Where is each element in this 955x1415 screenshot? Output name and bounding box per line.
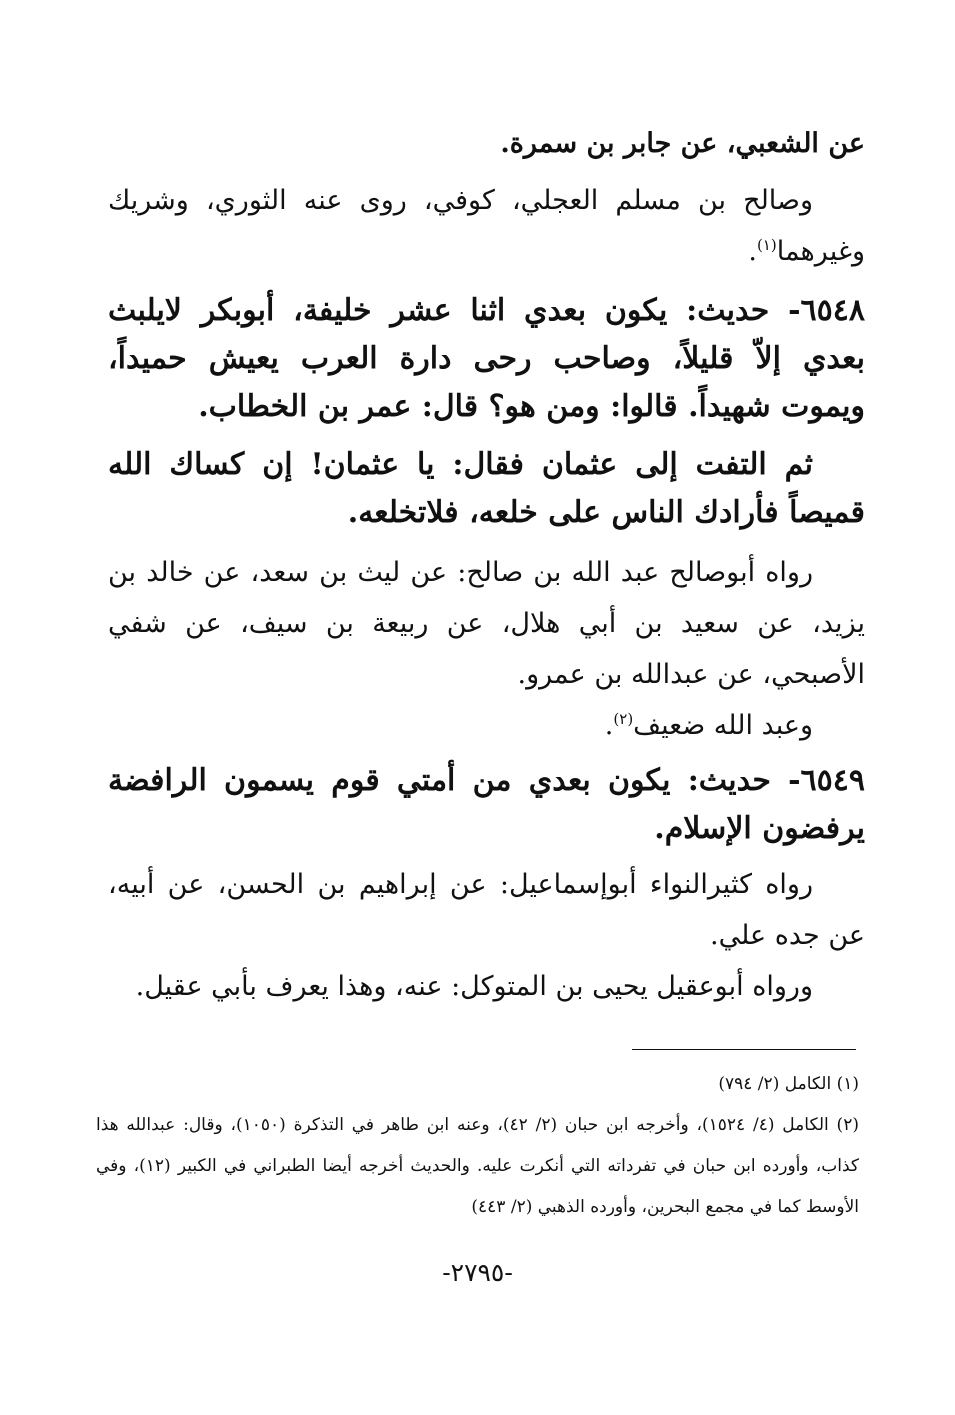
paragraph-text: وعبد الله ضعيف <box>633 710 813 741</box>
hadith-6548-continued <box>108 441 865 537</box>
paragraph-tail: . <box>748 236 757 267</box>
footnotes <box>96 1064 859 1228</box>
footnote-1: (١) الكامل (٢/ ٧٩٤) <box>718 1074 859 1094</box>
main-text <box>108 118 865 1012</box>
footnote-2: (٢) الكامل (٤/ ١٥٢٤)، وأخرجه ابن حبان (٢/ ٤٢)، وعنه ابن طاهر في التذكرة (١٠٥٠)، وقال: عبدالله هذا كذاب، وأورده ابن حبان في تفرداته التي أنكرت عليه. والحديث أخرجه أيضا الطبراني في الكبير (١٢)، وفي الأوسط كما في مجمع البحرين، وأورده الذهبي (٢/ ٤٤٣) <box>96 1115 859 1217</box>
paragraph-text: ورواه أبوعقيل يحيى بن المتوكل: عنه، وهذا يعرف بأبي عقيل. <box>135 971 813 1002</box>
paragraph-isnad <box>108 859 865 961</box>
paragraph-grading <box>108 700 865 751</box>
paragraph-text: عن الشعبي، عن جابر بن سمرة. <box>500 128 865 159</box>
paragraph-tail: . <box>604 710 614 741</box>
hadith-6548 <box>108 287 865 431</box>
paragraph-text: رواه كثيرالنواء أبوإسماعيل: عن إبراهيم بن الحسن، عن أبيه، عن جده علي. <box>108 869 865 951</box>
paragraph-isnad <box>108 547 865 700</box>
footnote-marker: (٢) <box>613 710 634 728</box>
paragraph-text: ٦٥٤٩- حديث: يكون بعدي من أمتي قوم يسمون الرافضة يرفضون الإسلام. <box>108 763 865 846</box>
footnote-marker: (١) <box>756 236 777 254</box>
paragraph-narrator-note <box>108 175 865 277</box>
hadith-6549 <box>108 757 865 853</box>
paragraph-text: ٦٥٤٨- حديث: يكون بعدي اثنا عشر خليفة، أبوبكر لايلبث بعدي إلاّ قليلاً، وصاحب رحى دارة العرب يعيش حميداً، ويموت شهيداً. قالوا: ومن هو؟ قال: عمر بن الخطاب. <box>108 293 865 424</box>
paragraph-text: ثم التفت إلى عثمان فقال: يا عثمان! إن كساك الله قميصاً فأرادك الناس على خلعه، فلاتخلعه. <box>108 447 865 530</box>
paragraph-text: رواه أبوصالح عبد الله بن صالح: عن ليث بن سعد، عن خالد بن يزيد، عن سعيد بن أبي هلال، عن ربيعة بن سيف، عن شفي الأصبحي، عن عبدالله بن عمرو. <box>108 557 865 690</box>
page-number: -٢٧٩٥- <box>442 1258 513 1287</box>
footnote-divider <box>632 1049 856 1050</box>
paragraph-text: وصالح بن مسلم العجلي، كوفي، روى عنه الثوري، وشريك وغيرهما <box>108 185 865 267</box>
paragraph-isnad <box>108 961 865 1012</box>
paragraph-continuation <box>108 118 865 169</box>
